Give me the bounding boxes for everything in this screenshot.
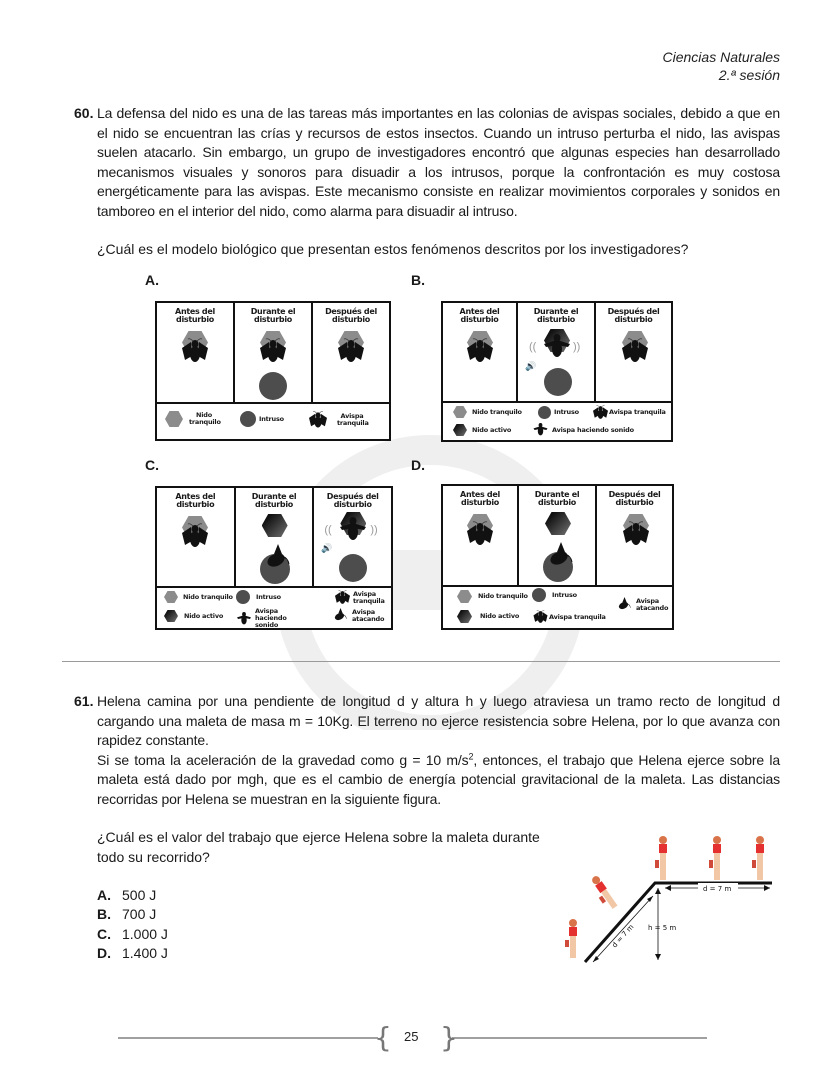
intruder-icon — [240, 411, 256, 427]
option-d-label[interactable]: D. — [411, 457, 425, 473]
speaker-icon: 🔊 — [321, 543, 333, 553]
question-number: 60. — [74, 105, 94, 121]
calm-nest-icon — [453, 406, 467, 418]
active-nest-icon — [262, 514, 288, 537]
column-before: Antes del disturbio — [157, 488, 236, 586]
flat-distance-label: d = 7 m — [703, 885, 732, 893]
height-label: h = 5 m — [648, 924, 677, 932]
sound-wasp-icon — [544, 334, 570, 360]
column-before: Antes del disturbio — [443, 486, 519, 585]
legend: Nido tranquilo Intruso Avispa tranquila — [157, 402, 389, 439]
footer-brace-left: { — [374, 1021, 392, 1054]
active-nest-icon — [457, 610, 472, 623]
helena-figure — [587, 875, 618, 912]
answer-option-c[interactable]: C. 1.000 J — [97, 926, 168, 942]
option-b-label[interactable]: B. — [411, 272, 425, 288]
attacking-wasp-icon — [262, 544, 292, 574]
column-after: Después del disturbio — [596, 303, 671, 401]
vibration-left-icon: (( — [529, 341, 537, 353]
footer-line-right — [452, 1037, 707, 1039]
helena-figure — [565, 919, 577, 958]
option-d-diagram[interactable] — [441, 484, 674, 630]
footer-brace-right: } — [440, 1021, 458, 1054]
calm-wasp-icon — [260, 338, 286, 364]
attacking-wasp-icon — [545, 542, 575, 572]
answer-option-a[interactable]: A. 500 J — [97, 887, 157, 903]
calm-wasp-icon — [467, 338, 493, 364]
column-during: Durante el disturbio (( )) 🔊 — [518, 303, 596, 401]
intruder-icon — [532, 588, 546, 602]
intruder-icon — [538, 406, 551, 419]
column-before: Antes del disturbio — [157, 303, 235, 402]
vibration-right-icon: )) — [370, 524, 378, 536]
question-61 — [74, 692, 780, 810]
calm-wasp-icon — [309, 411, 327, 429]
slope-figure — [555, 820, 795, 970]
intruder-icon — [544, 368, 572, 396]
calm-nest-icon — [165, 411, 183, 427]
helena-figure — [752, 836, 764, 880]
column-after: Después del disturbio (( )) 🔊 — [314, 488, 391, 586]
footer-line-left — [118, 1037, 378, 1039]
calm-wasp-icon — [182, 338, 208, 364]
calm-nest-icon — [164, 591, 178, 603]
option-c-diagram[interactable] — [155, 486, 393, 630]
intruder-icon — [339, 554, 367, 582]
slope-distance-label: d = 7 m — [610, 922, 636, 950]
calm-nest-icon — [457, 590, 472, 603]
column-before: Antes del disturbio — [443, 303, 518, 401]
question-text: La defensa del nido es una de las tareas más importantes en las colonias de avispas sociales, debido a que en el nido se encuentran las crías y recursos de estos insectos. Cuando un intruso perturba el nido, las avispas suelen atacarlo. Sin embargo, un grupo de investigadores encontró que algunas especies han desarrollado mecanismos visuales y sonoros para disuadir a los intrusos, porque la confrontación es muy costosa energéticamente para las avispas. Este mecanismo consiste en realizar movimientos corporales y sonidos en tamboreo en el interior del nido, como alarma para disuadir al intruso. — [97, 105, 780, 219]
helena-figure — [709, 836, 721, 880]
column-during: Durante el disturbio — [235, 303, 313, 402]
calm-wasp-icon — [593, 405, 608, 420]
calm-wasp-icon — [338, 338, 364, 364]
helena-figure — [655, 836, 667, 880]
column-during: Durante el disturbio — [236, 488, 315, 586]
active-nest-icon — [545, 512, 571, 535]
subject-title: Ciencias Naturales — [662, 49, 780, 65]
answer-option-d[interactable]: D. 1.400 J — [97, 945, 168, 961]
page-header — [663, 48, 781, 84]
legend: Nido tranquilo Intruso Avispa tranquila Nido activo Avispa haciendo sonido Avispa atacando — [157, 586, 391, 628]
legend: Nido tranquilo Intruso Avispa tranquila Nido activo Avispa haciendo sonido — [443, 401, 671, 440]
option-c-label[interactable]: C. — [145, 457, 159, 473]
column-during: Durante el disturbio — [519, 486, 597, 585]
session-label: 2.ª sesión — [718, 67, 780, 83]
calm-wasp-icon — [182, 523, 208, 549]
attacking-wasp-icon — [331, 608, 349, 624]
question-61-prompt: ¿Cuál es el valor del trabajo que ejerce Helena sobre la maleta durante todo su recorrido? — [97, 829, 540, 865]
question-60-prompt: ¿Cuál es el modelo biológico que presentan estos fenómenos descritos por los investigadores? — [97, 241, 689, 257]
vibration-right-icon: )) — [573, 341, 581, 353]
speaker-icon: 🔊 — [525, 361, 537, 371]
calm-wasp-icon — [533, 610, 548, 624]
calm-wasp-icon — [467, 521, 493, 547]
page-number: 25 — [404, 1029, 419, 1044]
option-a-diagram[interactable] — [155, 301, 391, 441]
section-divider — [62, 661, 780, 662]
active-nest-icon — [164, 610, 178, 622]
sound-wasp-icon — [236, 612, 252, 626]
option-a-label[interactable]: A. — [145, 272, 159, 288]
active-nest-icon — [453, 424, 467, 436]
question-60 — [74, 104, 780, 222]
calm-wasp-icon — [335, 590, 350, 605]
question-number: 61. — [74, 693, 94, 709]
option-b-diagram[interactable] — [441, 301, 673, 442]
sound-wasp-icon — [533, 423, 548, 437]
question-text: Helena camina por una pendiente de longitud d y altura h y luego atraviesa un tramo recto de longitud d cargando una maleta de masa m = 10Kg. El terreno no ejerce resistencia sobre Helena, por lo que avanza con rapidez constante. Si se toma la aceleración de la gravedad como g = 10 $m/s^2$, entonces, el trabajo que Helena ejerce sobre la maleta está dado por mgh, que es el cambio de energía potencial gravitacional de la maleta. Las distancias recorridas por Helena se muestran en la siguiente figura. — [97, 693, 780, 807]
answer-option-b[interactable]: B. 700 J — [97, 906, 157, 922]
intruder-icon — [236, 590, 250, 604]
legend: Nido tranquilo Intruso Avispa atacando Nido activo Avispa tranquila — [443, 585, 672, 628]
vibration-left-icon: (( — [324, 524, 332, 536]
calm-wasp-icon — [623, 521, 649, 547]
column-after: Después del disturbio — [597, 486, 672, 585]
calm-wasp-icon — [622, 338, 648, 364]
attacking-wasp-icon — [615, 597, 633, 613]
sound-wasp-icon — [340, 517, 366, 543]
intruder-icon — [259, 372, 287, 400]
column-after: Después del disturbio — [313, 303, 389, 402]
